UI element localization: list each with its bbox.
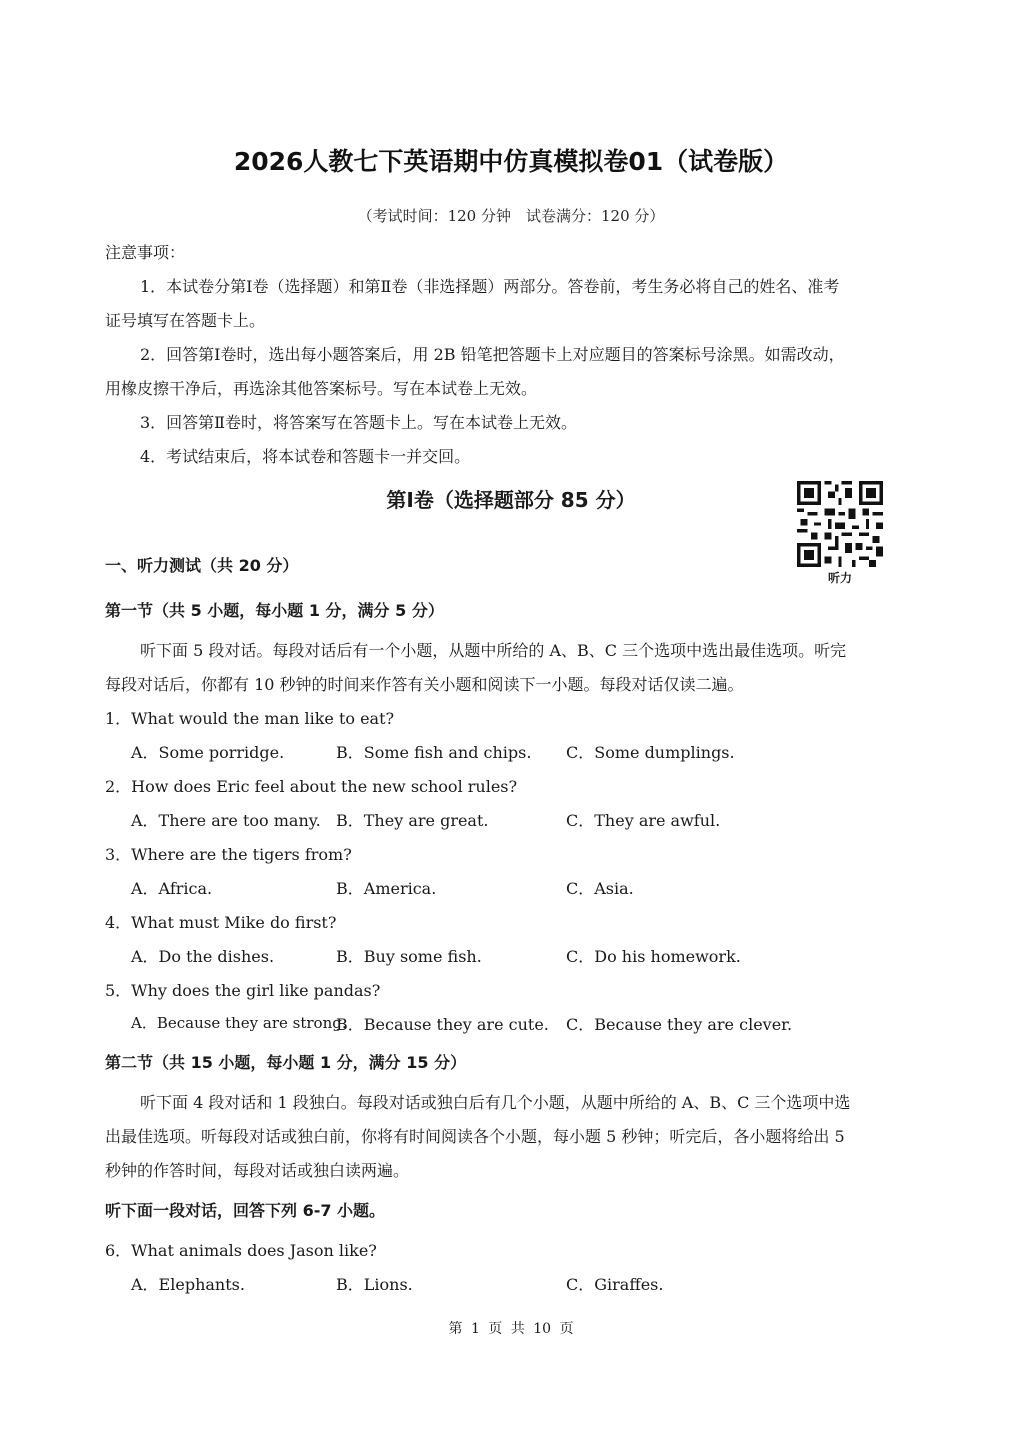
section1-instruction: 每段对话后，你都有 10 秒钟的时间来作答有关小题和阅读下一小题。每段对话仅读二遍。 <box>105 675 744 694</box>
notice-line: 3．回答第Ⅱ卷时，将答案写在答题卡上。写在本试卷上无效。 <box>140 413 578 432</box>
q3-option-c[interactable]: C．Asia. <box>566 879 634 898</box>
q5-option-b[interactable]: B．Because they are cute. <box>336 1015 549 1034</box>
volume-title: 第Ⅰ卷（选择题部分 85 分） <box>386 488 636 512</box>
question-5: 5．Why does the girl like pandas? <box>105 981 381 1000</box>
q4-option-a[interactable]: A．Do the dishes. <box>131 947 275 966</box>
q6-option-b[interactable]: B．Lions. <box>336 1275 413 1294</box>
q5-option-c[interactable]: C．Because they are clever. <box>566 1015 793 1034</box>
q4-option-b[interactable]: B．Buy some fish. <box>336 947 482 966</box>
notice-heading: 注意事项： <box>105 243 186 262</box>
q2-option-b[interactable]: B．They are great. <box>336 811 489 830</box>
section2-title: 第二节（共 15 小题，每小题 1 分，满分 15 分） <box>105 1053 467 1072</box>
question-3: 3．Where are the tigers from? <box>105 845 352 864</box>
page-footer: 第 1 页 共 10 页 <box>448 1321 574 1337</box>
q6-option-c[interactable]: C．Giraffes. <box>566 1275 664 1294</box>
section2-instruction: 出最佳选项。听每段对话或独白前，你将有时间阅读各个小题，每小题 5 秒钟；听完后，各小题将给出 5 <box>105 1127 845 1146</box>
section1-title: 第一节（共 5 小题，每小题 1 分，满分 5 分） <box>105 601 444 620</box>
question-6: 6．What animals does Jason like? <box>105 1241 377 1260</box>
notice-line: 4．考试结束后，将本试卷和答题卡一并交回。 <box>140 447 471 466</box>
q2-option-a[interactable]: A．There are too many. <box>131 811 321 830</box>
question-2: 2．How does Eric feel about the new school rules? <box>105 777 518 796</box>
notice-line: 1．本试卷分第Ⅰ卷（选择题）和第Ⅱ卷（非选择题）两部分。答卷前，考生务必将自己的姓名、准考 <box>140 277 840 296</box>
section2-instruction: 听下面 4 段对话和 1 段独白。每段对话或独白后有几个小题，从题中所给的 A、B、C 三个选项中选 <box>140 1093 851 1112</box>
question-1: 1．What would the man like to eat? <box>105 709 395 728</box>
q6-option-a[interactable]: A．Elephants. <box>131 1275 245 1294</box>
part1-title: 一、听力测试（共 20 分） <box>105 556 299 575</box>
section1-instruction: 听下面 5 段对话。每段对话后有一个小题，从题中所给的 A、B、C 三个选项中选出最佳选项。听完 <box>140 641 847 660</box>
q1-option-b[interactable]: B．Some fish and chips. <box>336 743 532 762</box>
exam-time-info: （考试时间：120 分钟 试卷满分：120 分） <box>357 207 665 225</box>
q1-option-c[interactable]: C．Some dumplings. <box>566 743 735 762</box>
q4-option-c[interactable]: C．Do his homework. <box>566 947 741 966</box>
notice-line: 2．回答第Ⅰ卷时，选出每小题答案后，用 2B 铅笔把答题卡上对应题目的答案标号涂黑。如需改动， <box>140 345 845 364</box>
question-4: 4．What must Mike do first? <box>105 913 337 932</box>
notice-line: 用橡皮擦干净后，再选涂其他答案标号。写在本试卷上无效。 <box>105 379 538 398</box>
qr-code-icon[interactable] <box>797 481 883 567</box>
notice-line: 证号填写在答题卡上。 <box>105 311 266 330</box>
q3-option-b[interactable]: B．America. <box>336 879 437 898</box>
section2-instruction: 秒钟的作答时间，每段对话或独白读两遍。 <box>105 1161 410 1180</box>
qr-label: 听力 <box>827 571 852 585</box>
q2-option-c[interactable]: C．They are awful. <box>566 811 721 830</box>
q3-option-a[interactable]: A．Africa. <box>131 879 213 898</box>
q5-option-a[interactable]: A．Because they are strong. <box>131 1014 347 1032</box>
dialogue-heading: 听下面一段对话，回答下列 6-7 小题。 <box>105 1201 386 1220</box>
q1-option-a[interactable]: A．Some porridge. <box>131 743 285 762</box>
page-title: 2026人教七下英语期中仿真模拟卷01（试卷版） <box>233 147 789 176</box>
